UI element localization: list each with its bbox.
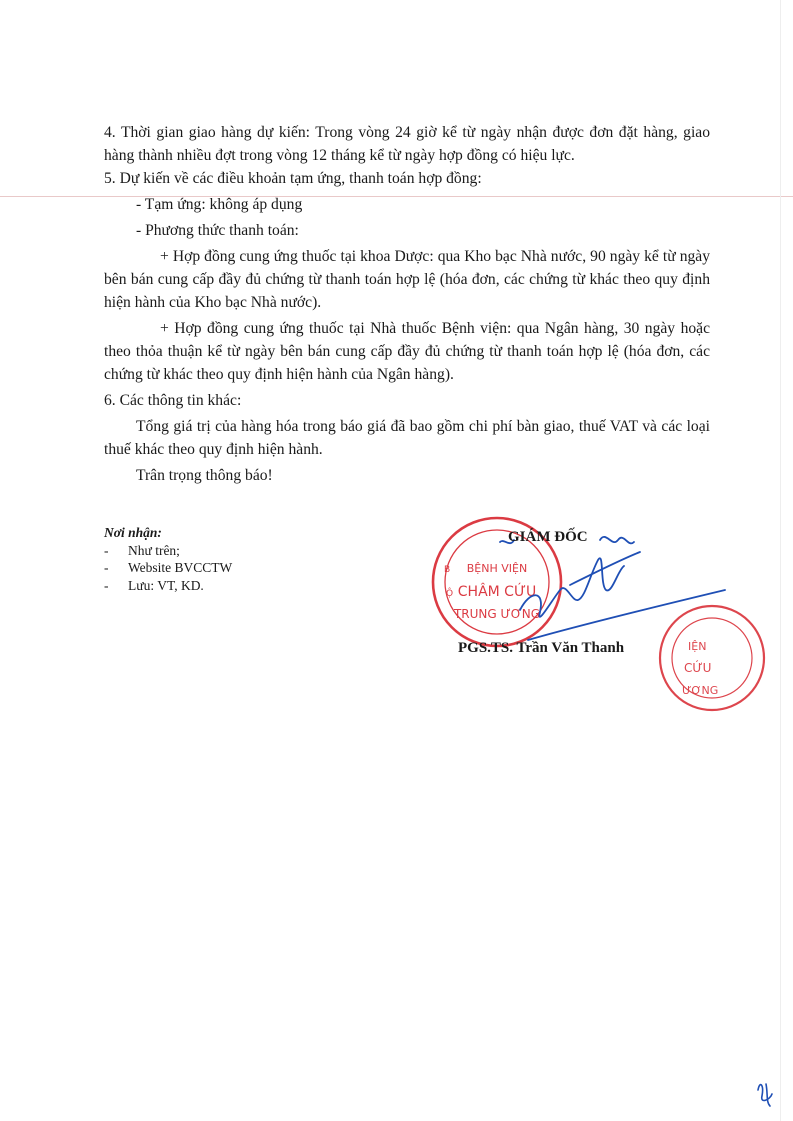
closing-line: Trân trọng thông báo! bbox=[136, 467, 273, 484]
partial-stamp bbox=[660, 606, 764, 710]
recipient-item: - Lưu: VT, KD. bbox=[104, 577, 204, 593]
partial-stamp-line2: CỨU bbox=[684, 661, 712, 675]
partial-stamp-line3: ƯƠNG bbox=[682, 684, 719, 697]
other-info-heading: 6. Các thông tin khác: bbox=[104, 392, 242, 409]
stamp-line3: TRUNG ƯƠNG bbox=[453, 607, 541, 621]
signature-title: GIÁM ĐỐC bbox=[508, 529, 588, 545]
payment-method-line: - Phương thức thanh toán: bbox=[136, 222, 299, 239]
recipients-heading: Nơi nhận: bbox=[104, 525, 162, 540]
stamp-line1: BỆNH VIỆN bbox=[466, 562, 528, 575]
signer-name: PGS.TS. Trần Văn Thanh bbox=[458, 640, 625, 656]
recipient-item: - Website BVCCTW bbox=[104, 560, 233, 575]
svg-text:B: B bbox=[444, 565, 451, 575]
advance-payment-line: - Tạm ứng: không áp dụng bbox=[136, 196, 303, 213]
recipient-item: - Như trên; bbox=[104, 542, 180, 558]
hospital-pharmacy-payment-paragraph: + Hợp đồng cung ứng thuốc tại Nhà thuốc Bệnh viện: qua Ngân hàng, 30 ngày hoặc theo thỏa thuận kể từ ngày bên bán cung cấp đầy đủ chứng từ thanh toán hợp lệ (hóa đơn, các chứng từ khác theo quy định hiện hành của Ngân hàng). bbox=[104, 320, 710, 383]
pharmacy-dept-payment-paragraph: + Hợp đồng cung ứng thuốc tại khoa Dược: qua Kho bạc Nhà nước, 90 ngày kể từ ngày bên bán cung cấp đầy đủ chứng từ thanh toán hợp lệ (hóa đơn, các chứng từ khác theo quy định hiện hành của Kho bạc Nhà nước). bbox=[104, 248, 710, 311]
payment-terms-heading: 5. Dự kiến về các điều khoản tạm ứng, thanh toán hợp đồng: bbox=[104, 170, 482, 187]
svg-text:Ộ: Ộ bbox=[446, 589, 454, 599]
partial-stamp-line1: IỆN bbox=[688, 640, 707, 653]
delivery-time-paragraph: 4. Thời gian giao hàng dự kiến: Trong vòng 24 giờ kể từ ngày nhận được đơn đặt hàng, giao hàng thành nhiều đợt trong vòng 12 tháng kể từ ngày hợp đồng có hiệu lực. bbox=[104, 124, 710, 164]
total-value-paragraph: Tổng giá trị của hàng hóa trong báo giá đã bao gồm chi phí bàn giao, thuế VAT và các loại thuế khác theo quy định hiện hành. bbox=[104, 418, 710, 458]
stamp-line2: CHÂM CỨU bbox=[457, 584, 537, 600]
page-initials bbox=[758, 1084, 772, 1106]
